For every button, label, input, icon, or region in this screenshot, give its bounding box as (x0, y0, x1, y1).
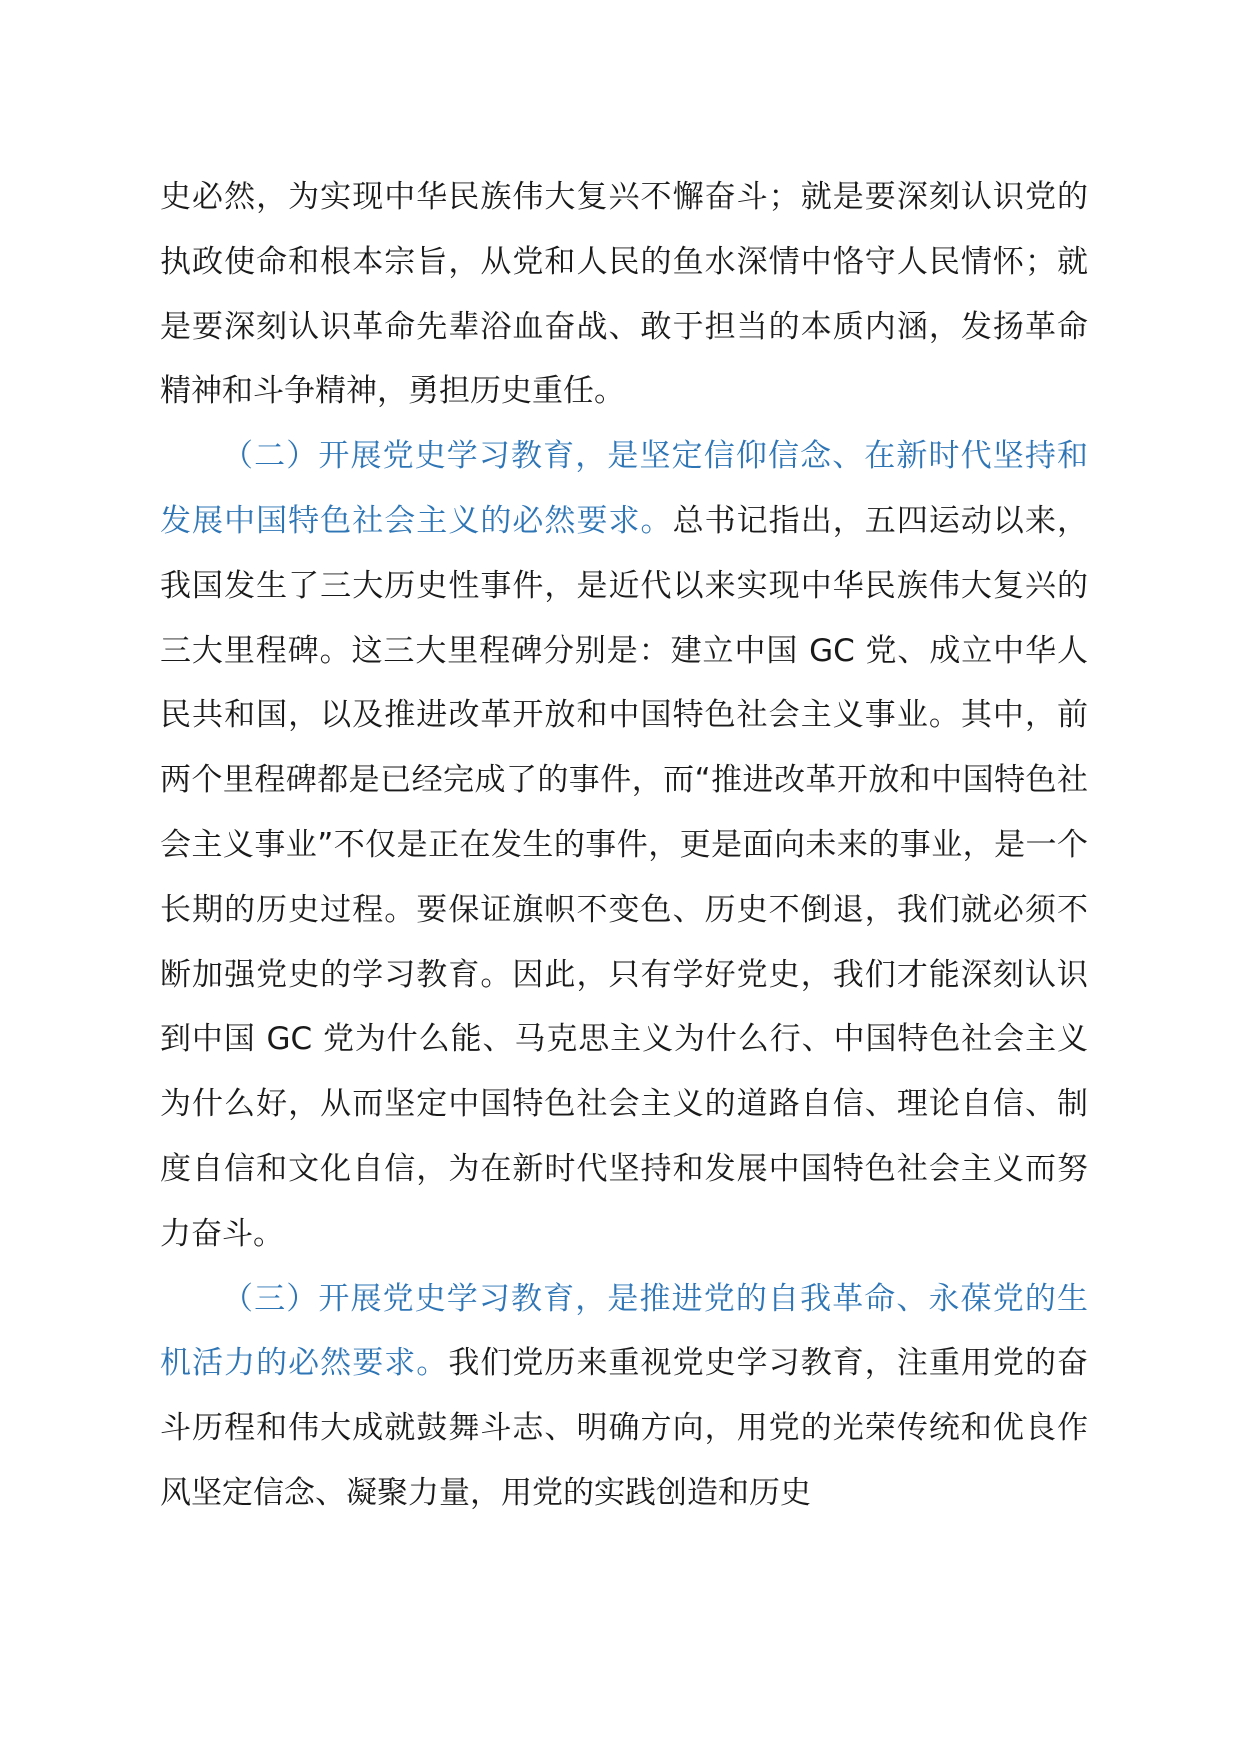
paragraph-body: 总书记指出，五四运动以来，我国发生了三大历史性事件，是近代以来实现中华民族伟大复兴的三大里程碑。这三大里程碑分别是：建立中国 GC 党、成立中华人民共和国，以及推进改革开放和中国特色社会主义事业。其中，前两个里程碑都是已经完成了的事件，而“推进改革开放和中国特色社会主义事业”不仅是正在发生的事件，更是面向未来的事业，是一个长期的历史过程。要保证旗帜不变色、历史不倒退，我们就必须不断加强党史的学习教育。因此，只有学好党史，我们才能深刻认识到中国 GC 党为什么能、马克思主义为什么行、中国特色社会主义为什么好，从而坚定中国特色社会主义的道路自信、理论自信、制度自信和文化自信，为在新时代坚持和发展中国特色社会主义而努力奋斗。 (160, 502, 1089, 1252)
paragraph-section-3 (160, 1267, 1088, 1526)
paragraph-body: 史必然，为实现中华民族伟大复兴不懈奋斗；就是要深刻认识党的执政使命和根本宗旨，从党和人民的鱼水深情中恪守人民情怀；就是要深刻认识革命先辈浴血奋战、敢于担当的本质内涵，发扬革命精神和斗争精神，勇担历史重任。 (160, 179, 1088, 410)
section-heading: （三）开展党史学习教育，是推进党的自我革命、永葆党的生机活力的必然要求。 (160, 1280, 1088, 1382)
document-page (160, 165, 1088, 1526)
paragraph-section-2 (160, 424, 1088, 1266)
paragraph-continuation (160, 165, 1088, 424)
section-heading: （二）开展党史学习教育，是坚定信仰信念、在新时代坚持和发展中国特色社会主义的必然要求。 (160, 438, 1088, 539)
paragraph-body: 我们党历来重视党史学习教育，注重用党的奋斗历程和伟大成就鼓舞斗志、明确方向，用党的光荣传统和优良作风坚定信念、凝聚力量，用党的实践创造和历史 (160, 1345, 1089, 1511)
